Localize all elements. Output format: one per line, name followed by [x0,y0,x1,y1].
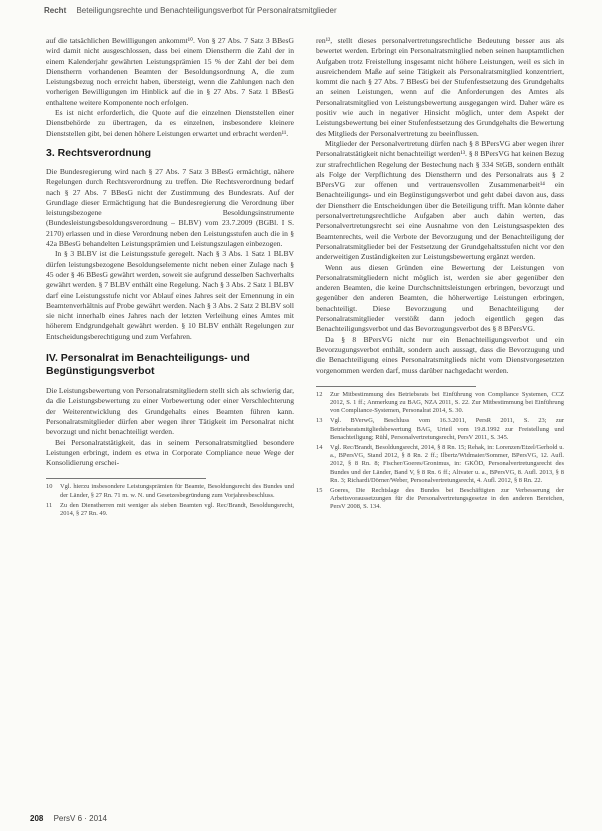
paragraph: In § 3 BLBV ist die Leistungsstufe geregelt. Nach § 3 Abs. 1 Satz 1 BLBV dürfen leistungsbezogene Besoldungselemente nicht neben einer Zulage nach § 45 oder § 46 BBesG gewährt werden, soweit sie aufgrund desselben Sachverhalts gewährt werden. § 7 BLBV enthält eine Regelung. Nach § 3 Abs. 2 Satz 1 BLBV darf eine Leistungsstufe nicht vor Ablauf eines Jahres seit der Ernennung in ein Beamtenverhältnis auf Probe gewährt werden. Nach § 3 Abs. 2 Satz 2 BLBV soll sie nicht innerhalb eines Jahres nach der letzten Verleihung eines Amtes mit höherem Endgrundgehalt gewährt werden. § 10 BLBV enthält Regelungen zur Entscheidungsberechtigung und zum Verfahren. [46,249,294,341]
header-title: Beteiligungsrechte und Benachteiligungsverbot für Personalratsmitglieder [76,6,337,15]
section-heading-3: 3. Rechtsverordnung [46,146,152,159]
footnote-text: Vgl. Rec/Brandt, Besoldungsrecht, 2014, § 8 Rn. 15; Rehak, in: Lorenzen/Etzel/Gerhold u. a., BPersVG, Stand 2012, § 8 Rn. 2 ff.; Ilbertz/Widmaier/Sommer, BPersVG, 12. Aufl. 2012, § 8 Rn. 8; Fischer/Goeres/Gronimus, in: GKÖD, Personalvertretungsrecht des Bundes und der Länder, Band V, § 8 Rn. 6 ff.; Altvater u. a., BPersVG, 8. Aufl. 2013, § 8 Rn. 3; Richardi/Dörner/Weber, Personalvertretungsrecht, 4. Aufl. 2012, § 8 Rn. 22. [330,444,564,484]
paragraph: Wenn aus diesen Gründen eine Bewertung der Leistungen von Personalratsmitgliedern nicht möglich ist, werden sie aber gegenüber den anderen Beamten, die keine Durchschnittsleistungen erbringen, bevorzugt und gegenüber den anderen Beamten, die höherwertige Leistungen erbringen, benachteiligt. Diese Bevorzugung und Benachteiligung der Personalratsmitglieder verstößt dann jedoch eigentlich gegen das Benachteiligungsverbot und das Bevorzugungsverbot des § 8 BPersVG. [316,262,564,334]
footnote-text: Vgl. BVerwG, Beschluss vom 16.3.2011, PersR 2011, S. 23; zur Betriebsratsmitgliedsbewertung BAG, Urteil vom 19.8.1992 zur Freistellung und Benachteiligung; Rühl, Personalvertretungsrecht, PersV 2011, S. 345. [330,417,564,441]
footnote-number: 10 [46,483,53,491]
paragraph: ren¹², stellt dieses personalvertretungsrechtliche Bedeutung besser aus als bewertet werden. Erbringt ein Personalratsmitglied neben seinen hauptamtlichen Aufgaben trotz Freistellung insgesamt nicht höhere Leistungen, weil es sich in ausreichendem Maße auf seine Tätigkeit als Personalratsmitglied konzentriert, kommt die nach § 27 Abs. 7 BBesG bei der Stufenfestsetzung des Grundgehalts an seinen Leistungen, wenn auf die Anforderungen des Amtes als Personalratsmitglied von Leistungsbewertung ausgegangen wird. Daher wäre es positiv wie auch in negativer Hinsicht möglich, unter dem Aspekt der Leistungsbewertung bei einer Stufenfestsetzung des Grundgehalts die Bewertung des Mitglieds der Personalvertretung zu beeinflussen. [316,36,564,138]
footnote-number: 11 [46,501,53,509]
header-section: Recht [44,6,67,15]
section-heading-4: IV. Personalrat im Benachteiligungs- und Begünstigungsverbot [46,352,250,378]
journal-issue: PersV 6 · 2014 [53,814,107,823]
paragraph: auf die tatsächlichen Bewilligungen ankommt¹⁰. Von § 27 Abs. 7 Satz 3 BBesG wird damit nicht ausgeschlossen, dass bei einem Dienstherrn die Zahl der in einem Kalenderjahr gewährten Leistungsprämien 15 % der Zahl der bei dem Dienstherrn vorhandenen Beamten der Besoldungsordnung A, die zum Leistungsbezug noch erreicht haben, übersteigt, wenn die Zahlungen nach den vorherigen Bewilligungen im Hinblick auf die in § 27 Abs. 7 Satz 1 BBesG enthaltene weitere Komponente noch erfolgen. [46,36,294,107]
footnote-text: Goeres, Die Rechtslage des Bundes bei Beschäftigten zur Verbesserung der Arbeitsvoraussetzungen für die Personalvertretungsgesetze in den anderen Bereichen, PersV 2008, S. 134. [330,487,564,511]
page-number: 208 [30,814,44,823]
paragraph: Mitglieder der Personalvertretung dürfen nach § 8 BPersVG aber wegen ihrer Personalratstätigkeit nicht benachteiligt werden¹³. § 8 BPersVG hat keinen Bezug zur strafrechtlichen Regelung der Bestechung nach § 334 StGB, sondern enthält als Folge der Verpflichtung des Dienstherrn und des Personalrats aus § 2 BPersVG zur offenen und vertrauensvollen Zusammenarbeit¹⁴ ein Benachteiligungs- und ein Begünstigungsverbot und geht dabei davon aus, dass der Dienstherr die Entscheidungen über die Beteiligung trifft. Man könnte daher personalvertretungsrechtliche Aufgaben aber auch dahin werten, das Personalvertretungsrecht sei eine Ausnahme von den Leistungsaspekten des Beamtenrechts, weil die Verbote der Bevorzugung und der Benachteiligung der Personalratsmitglieder bei der Festsetzung der Grundgehaltsstufen nicht vor den anderweitigen Zuständigkeiten zur Leistungsbewertung ergänzt werden. [316,138,564,262]
footnote [316,417,564,442]
paragraph: Die Bundesregierung wird nach § 27 Abs. 7 Satz 3 BBesG ermächtigt, nähere Regelungen durch Rechtsverordnung zu treffen. Die Rechtsverordnung bedarf nach § 27 Abs. 7 BBesG nicht der Zustimmung des Bundesrats. Auf der Grundlage dieser Ermächtigung hat die Bundesregierung die Verordnung über leistungsbezogene Besoldungsinstrumente (Bundesleistungsbesoldungsverordnung – BLBV) vom 23.7.2009 (BGBl. I S. 2170) erlassen und in diese Verordnung neben den Leistungsstufen auch die in § 42a BBesG behandelten Leistungsprämien und Leistungszulagen einbezogen. [46,166,294,249]
footnote [316,391,564,416]
footnote-divider [46,478,206,479]
footnote [46,483,294,499]
footnote-number: 13 [316,417,323,425]
footnote [316,444,564,485]
footnote-number: 14 [316,444,323,452]
running-header [44,6,564,15]
footnote-number: 15 [316,487,323,495]
footnote-number: 12 [316,390,323,398]
left-column [46,36,294,520]
footnote [46,502,294,518]
footnote-text: Vgl. hierzu insbesondere Leistungsprämien für Beamte, Besoldungsrecht des Bundes und der Länder, § 27 Rn. 71 m. w. N. und Gesetzesbegründung zum Vorjahresbeschluss. [60,483,294,499]
footnote-text: Zur Mitbestimmung des Betriebsrats bei Einführung von Compliance Systemen, CCZ 2012, S. 1 ff.; Anmerkung zu BAG, NZA 2011, S. 22. Zur Mitbestimmung bei Einführung von Compliance-Systemen, Personalrat 2014, S. 30. [330,390,564,415]
footnote-divider [316,386,476,387]
page-footer [30,814,107,823]
right-column [316,36,564,514]
footnote-text: Zu den Dienstherren mit weniger als sieben Beamten vgl. Rec/Brandt, Besoldungsrecht, 2014, § 27 Rn. 49. [60,501,294,517]
paragraph: Die Leistungsbewertung von Personalratsmitgliedern stellt sich als schwierig dar, da die Leistungsbewertung zu einer Vorbewertung oder einer Verschlechterung der Weiterentwicklung des Grundgehalts eines Beamten führen kann. Personalratsmitglieder dürfen aber wegen ihrer Tätigkeit im Personalrat nicht bevorzugt und nicht benachteiligt werden. [46,386,294,437]
footnote [316,487,564,512]
paragraph: Da § 8 BPersVG nicht nur ein Benachteiligungsverbot und ein Bevorzugungsverbot enthält, sondern auch aussagt, dass die Bevorzugung und die Benachteiligung eines Personalratsmitglieds nicht vom Dienstvorgesetzten vorgenommen werden darf, muss darüber nachgedacht werden. [316,334,564,375]
paragraph: Bei Personalratstätigkeit, das in seinem Personalratsmitglied besondere Leistungen erbringt, indem es etwa in Corporate Compliance neue Wege der Konsolidierung erschei- [46,437,294,468]
paragraph: Es ist nicht erforderlich, die Quote auf die einzelnen Dienststellen einer Dienstbehörde zu übertragen, da es einzelnen, insbesondere kleinere Dienststellen gibt, bei denen höhere Leistungen erwartet und erbracht werden¹¹. [46,108,294,138]
